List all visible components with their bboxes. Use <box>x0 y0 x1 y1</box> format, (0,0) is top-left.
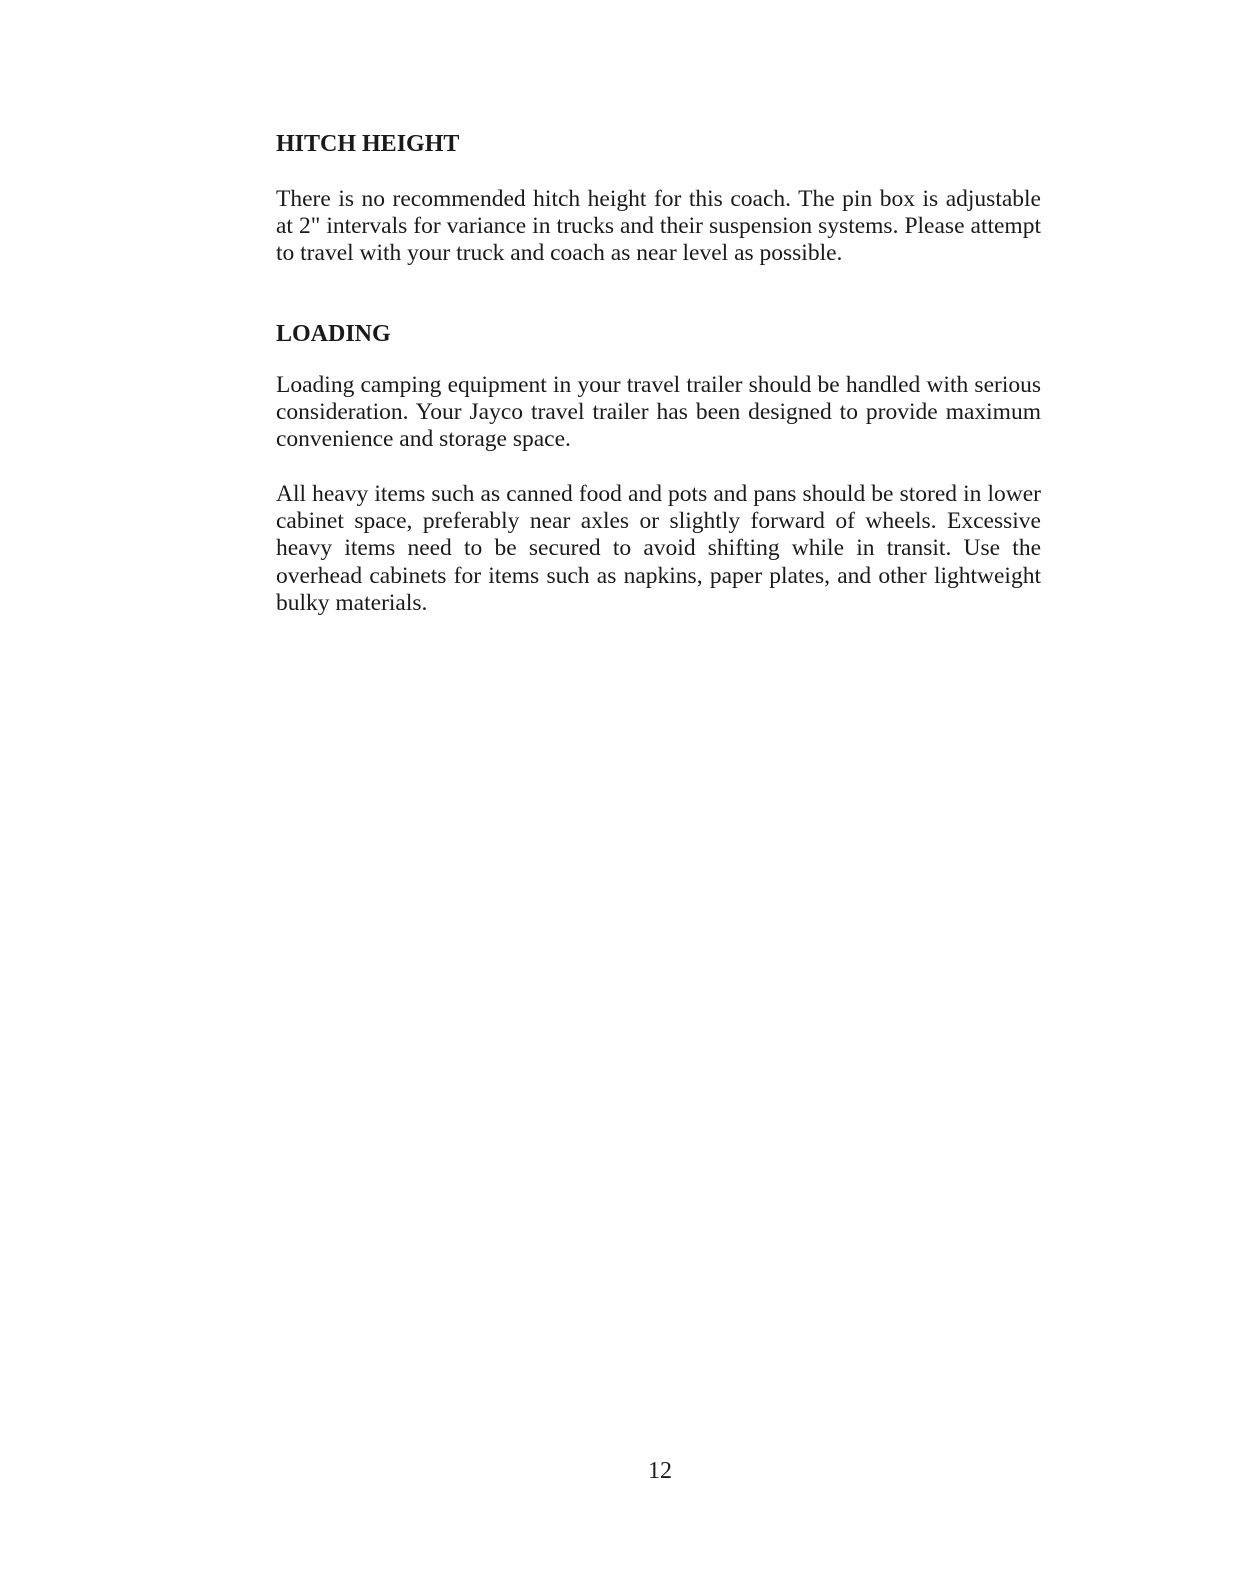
paragraph-loading-intro: Loading camping equipment in your travel trailer should be handled with serious consideration. Your Jayco travel trailer has been designed to provide maximum convenience and storage space. <box>276 372 1041 453</box>
section-heading-hitch-height: HITCH HEIGHT <box>276 131 460 157</box>
paragraph-hitch-height: There is no recommended hitch height for this coach. The pin box is adjustable at 2" intervals for variance in trucks and their suspension systems. Please attempt to travel with your truck and coach as near level as possible. <box>276 186 1041 267</box>
section-heading-loading: LOADING <box>276 321 391 347</box>
page-number: 12 <box>648 1458 672 1484</box>
paragraph-loading-heavy-items: All heavy items such as canned food and pots and pans should be stored in lower cabinet space, preferably near axles or slightly forward of wheels. Excessive heavy items need to be secured to avoid shifting while in transit. Use the overhead cabinets for items such as napkins, paper plates, and other lightweight bulky materials. <box>276 481 1041 616</box>
